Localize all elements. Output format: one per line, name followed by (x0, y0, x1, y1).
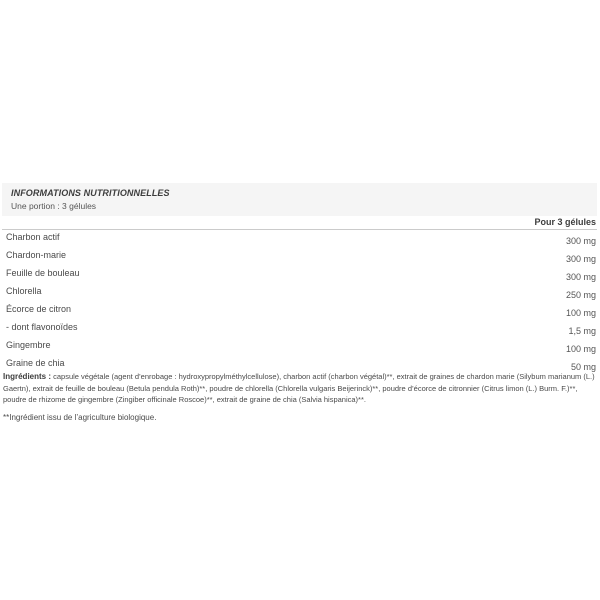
row-value: 100 mg (565, 344, 596, 354)
row-value: 300 mg (565, 272, 596, 282)
row-value: 1,5 mg (568, 326, 596, 336)
nutrition-panel (2, 183, 597, 423)
row-label: Feuille de bouleau (6, 268, 80, 278)
row-label: - dont flavonoïdes (6, 322, 78, 332)
row-label: Écorce de citron (6, 304, 72, 314)
row-value: 250 mg (565, 290, 596, 300)
row-label: Chardon-marie (6, 250, 67, 260)
row-value: 300 mg (565, 236, 596, 246)
ingredients-label: Ingrédients : (3, 372, 52, 381)
row-label: Gingembre (6, 340, 51, 350)
column-header-per-serving: Pour 3 gélules (2, 216, 597, 230)
row-value: 100 mg (565, 308, 596, 318)
table-row (2, 230, 597, 248)
table-row (2, 266, 597, 284)
organic-footnote: **Ingrédient issu de l’agriculture biologique. (3, 412, 157, 422)
table-row (2, 302, 597, 320)
row-value: 300 mg (565, 254, 596, 264)
table-row (2, 356, 597, 374)
portion-text: Une portion : 3 gélules (11, 201, 97, 211)
row-label: Charbon actif (6, 232, 60, 242)
row-label: Chlorella (6, 286, 42, 296)
nutrition-title: INFORMATIONS NUTRITIONNELLES (11, 188, 170, 198)
ingredients-paragraph (2, 371, 597, 406)
table-row (2, 248, 597, 266)
table-row (2, 284, 597, 302)
row-label: Graine de chia (6, 358, 65, 368)
table-row (2, 320, 597, 338)
nutrition-header-band (2, 183, 597, 216)
ingredients-text: capsule végétale (agent d’enrobage : hydroxypropylméthylcellulose), charbon actif (charbon végétal)**, extrait de graines de chardon marie (Silybum marianum (L.) Gaertn), extrait de feuille de bouleau (Betula pendula Roth)**, poudre de chlorella (Chlorella vulgaris Beijerinck)**, poudre d’écorce de citronnier (Citrus limon (L.) Burm. F.)**, poudre de rhizome de gingembre (Zingiber officinale Roscoe)**, extrait de graine de chia (Salvia hispanica)**. (3, 372, 595, 404)
nutrition-table-rows (2, 230, 597, 374)
row-value: 50 mg (570, 362, 596, 372)
table-row (2, 338, 597, 356)
